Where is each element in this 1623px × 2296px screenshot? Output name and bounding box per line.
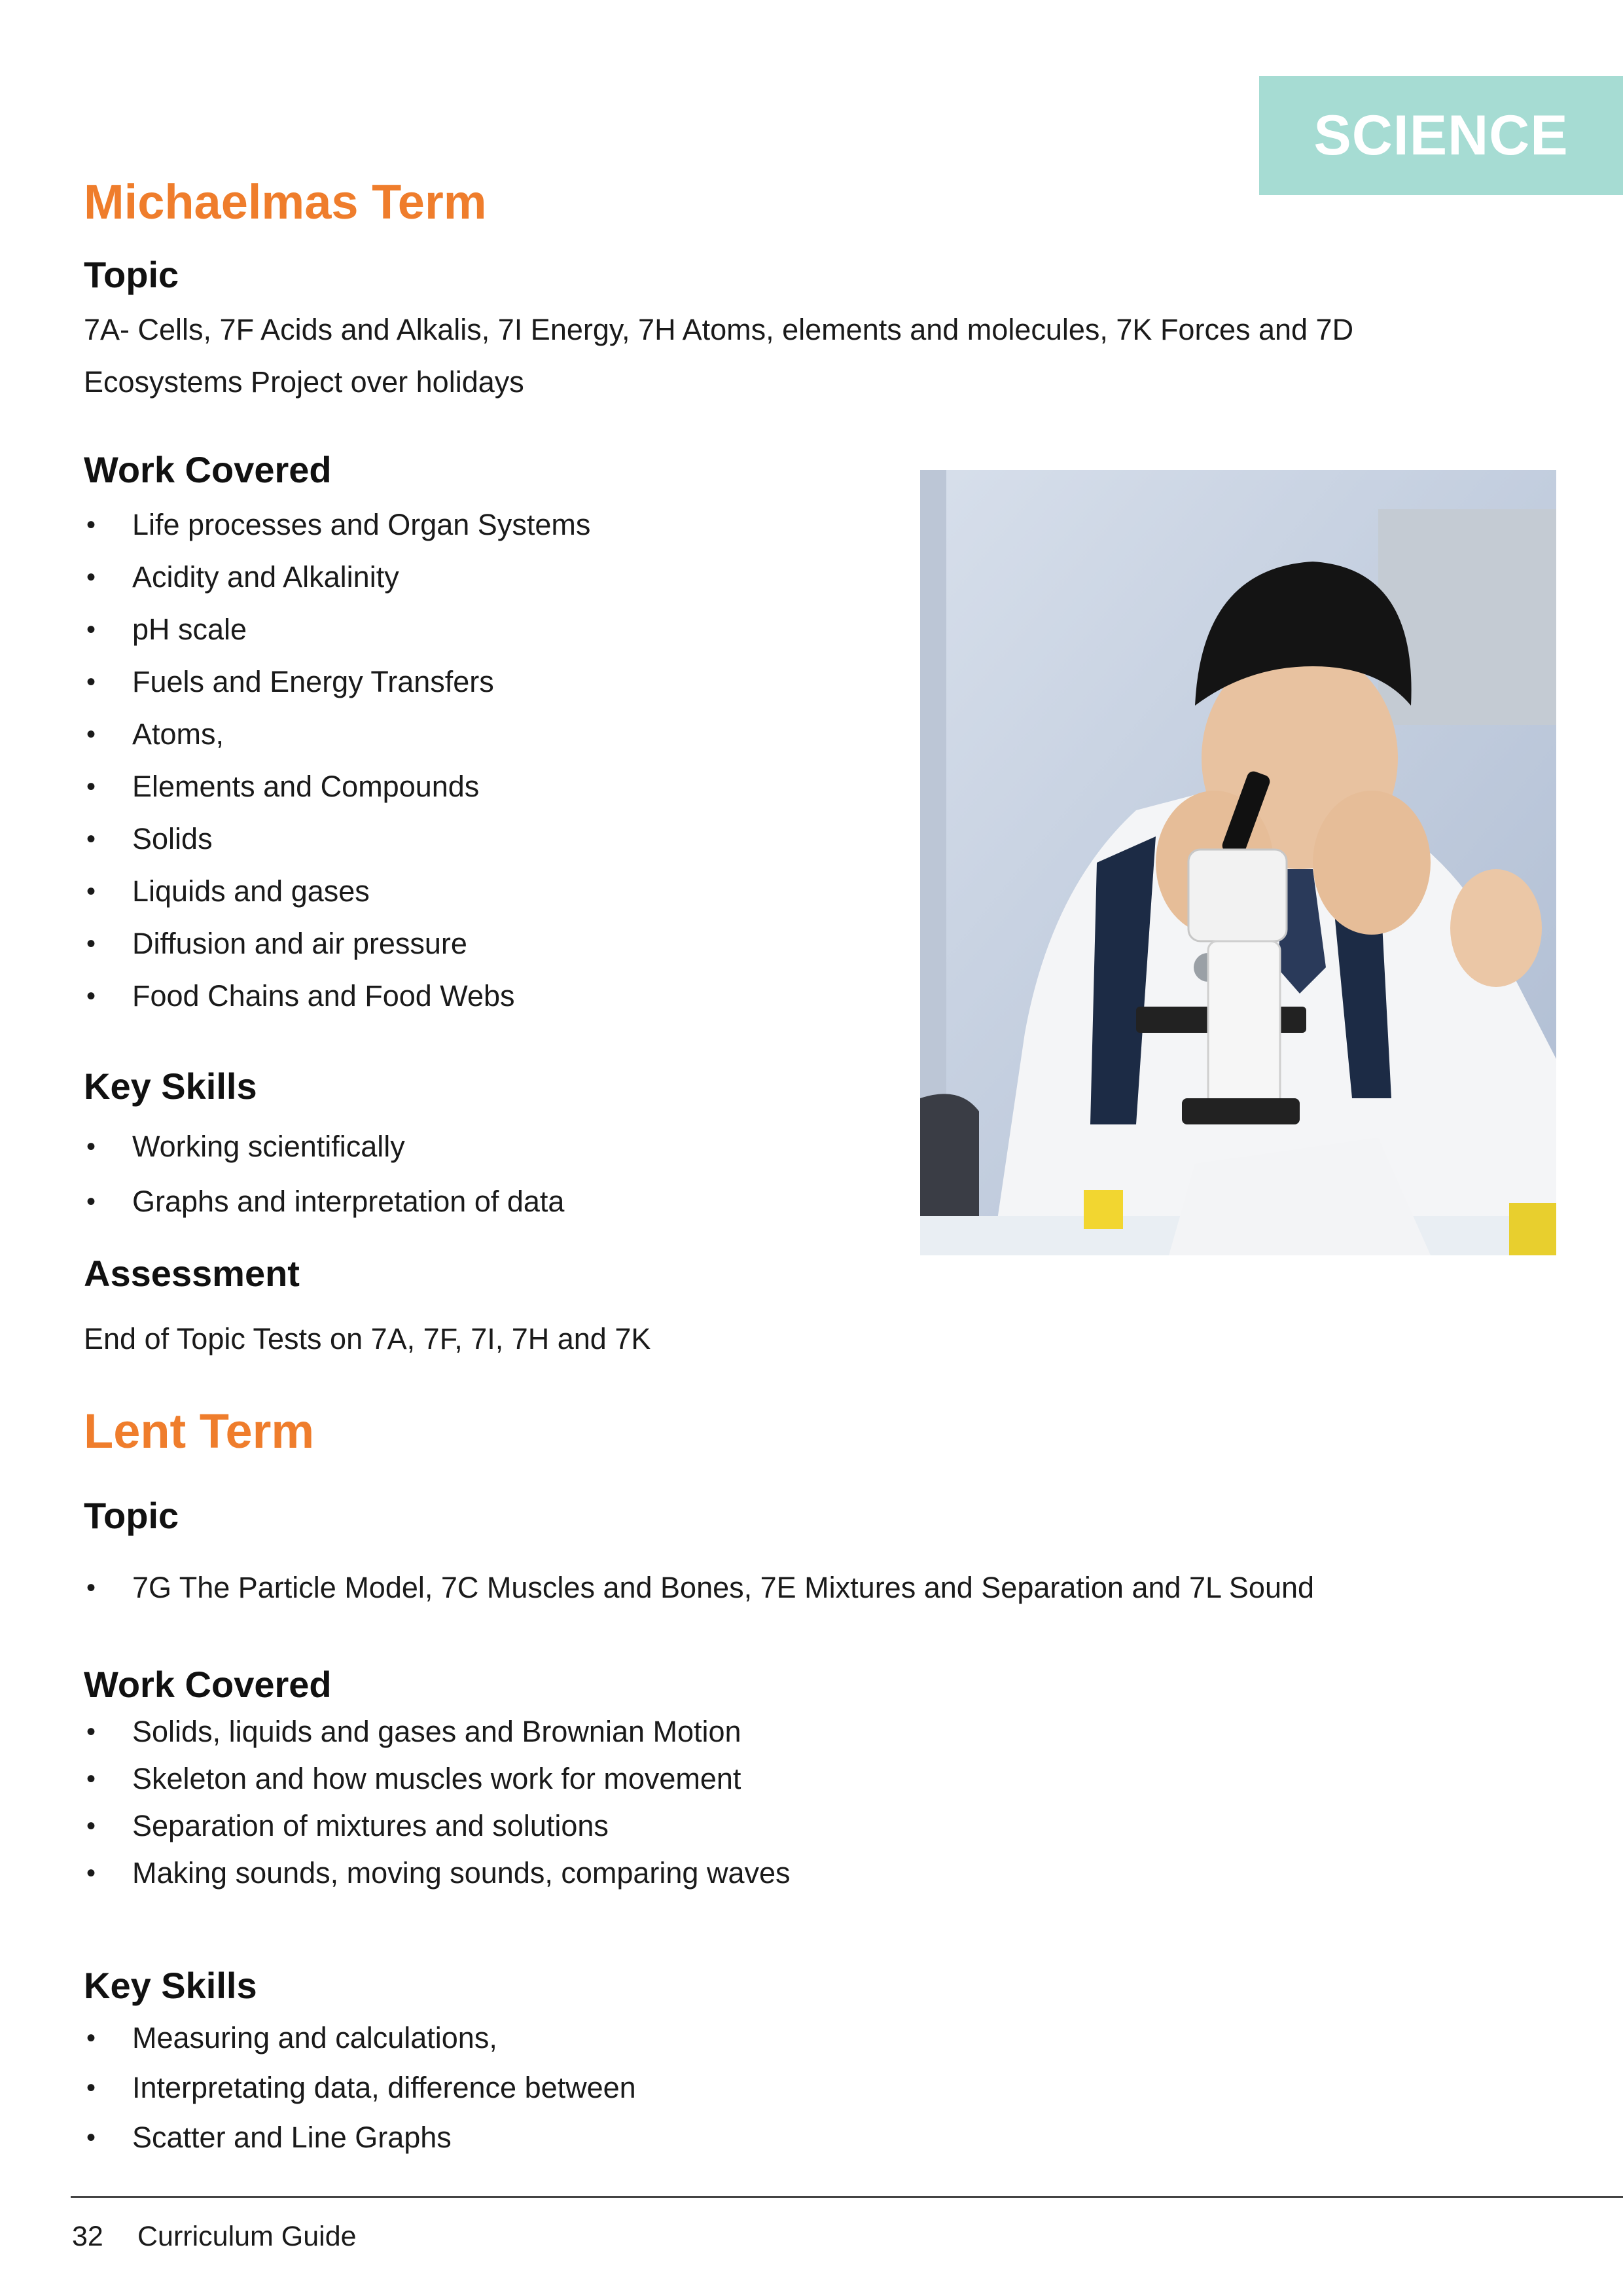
- list-item: • Food Chains and Food Webs: [84, 970, 590, 1022]
- michaelmas-topic-line-1: 7A- Cells, 7F Acids and Alkalis, 7I Energy, 7H Atoms, elements and molecules, 7K Forces and 7D: [84, 313, 1354, 346]
- lent-topic-list: [84, 1562, 1314, 1614]
- list-item: • Elements and Compounds: [84, 761, 590, 813]
- list-item: • Fuels and Energy Transfers: [84, 656, 590, 708]
- michaelmas-work-heading: Work Covered: [84, 449, 332, 490]
- lent-skills-list: [84, 2013, 636, 2162]
- list-item: • Solids: [84, 813, 590, 865]
- michaelmas-assessment-text: End of Topic Tests on 7A, 7F, 7I, 7H and 7K: [84, 1322, 651, 1355]
- list-item: • 7G The Particle Model, 7C Muscles and Bones, 7E Mixtures and Separation and 7L Sound: [84, 1562, 1314, 1614]
- lent-skills-heading: Key Skills: [84, 1965, 257, 2006]
- list-item: • pH scale: [84, 603, 590, 656]
- footer-divider: [71, 2196, 1623, 2198]
- footer-title: Curriculum Guide: [137, 2221, 357, 2252]
- michaelmas-term-title: Michaelmas Term: [84, 175, 487, 229]
- list-item: • Liquids and gases: [84, 865, 590, 918]
- michaelmas-topic-line-2: Ecosystems Project over holidays: [84, 365, 524, 399]
- michaelmas-topic-heading: Topic: [84, 254, 179, 295]
- list-item: • Acidity and Alkalinity: [84, 551, 590, 603]
- list-item: • Diffusion and air pressure: [84, 918, 590, 970]
- michaelmas-skills-list: [84, 1119, 564, 1229]
- lent-work-list: [84, 1708, 791, 1897]
- michaelmas-skills-heading: Key Skills: [84, 1066, 257, 1107]
- subject-tab: SCIENCE: [1259, 76, 1623, 195]
- list-item: • Solids, liquids and gases and Brownian Motion: [84, 1708, 791, 1755]
- lent-term-title: Lent Term: [84, 1404, 315, 1458]
- michaelmas-topic-text: [84, 304, 1550, 408]
- list-item: • Separation of mixtures and solutions: [84, 1803, 791, 1850]
- lent-topic-heading: Topic: [84, 1495, 179, 1536]
- list-item: • Graphs and interpretation of data: [84, 1174, 564, 1229]
- page-number: 32: [72, 2221, 103, 2252]
- student-microscope-photo: [920, 470, 1556, 1255]
- list-item: • Making sounds, moving sounds, comparing waves: [84, 1850, 791, 1897]
- list-item: • Working scientifically: [84, 1119, 564, 1174]
- list-item: • Measuring and calculations,: [84, 2013, 636, 2063]
- michaelmas-assessment-heading: Assessment: [84, 1253, 300, 1294]
- michaelmas-work-list: [84, 499, 590, 1022]
- list-item: • Life processes and Organ Systems: [84, 499, 590, 551]
- list-item: • Scatter and Line Graphs: [84, 2113, 636, 2162]
- list-item: • Skeleton and how muscles work for movement: [84, 1755, 791, 1803]
- lent-work-heading: Work Covered: [84, 1664, 332, 1705]
- list-item: • Atoms,: [84, 708, 590, 761]
- list-item: • Interpretating data, difference between: [84, 2063, 636, 2113]
